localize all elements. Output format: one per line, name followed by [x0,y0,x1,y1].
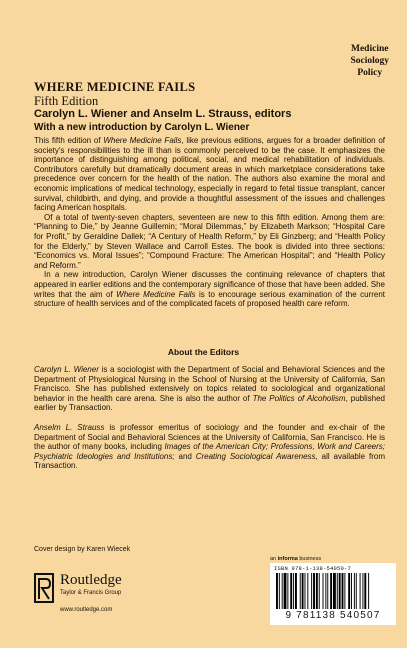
barcode-bar [325,573,326,609]
barcode-bar [300,573,301,609]
barcode-bar [284,573,287,609]
barcode-bar [302,573,304,609]
informa-suffix: business [297,556,322,562]
paragraph [34,423,385,471]
barcode-bar [293,573,294,609]
text-run: Anselm L. Strauss [34,422,105,432]
text-run: is professor emeritus of sociology and the founder and ex-chair of the Department of Social and Behavioral Sciences at the University of California, San Francisco. He is the author of many books, including [34,422,385,452]
barcode-bar [330,573,332,609]
barcode-bar [354,573,355,609]
text-run: , like previous editions, argues for a broader definition of society's responsibilities to the ill than is commonly perceived to be the case. It emphasizes the importance of distinguishing among political, social, and medical rehabilitation of individuals. Contributors carefully but dramatically document areas in which marketplace considerations take precedence over concern for the health of the nation. The authors also examine the moral and economic implications of medical technology, especially in regard to fetal tissue transplant, cancer survival, childbirth, and dying, and provide a thoughtful assessment of the issues and challenges facing American hospitals. [34,136,385,213]
cover-design-credit: Cover design by Karen Wiecek [34,546,131,553]
barcode-bar [279,573,280,609]
barcode-bar [327,573,328,609]
subject-category: Policy [357,68,383,78]
publisher-logo [34,570,234,620]
subject-categories [350,43,389,79]
paragraph [34,270,385,308]
barcode-bar [307,573,308,609]
informa-brand: informa [277,556,298,562]
barcode-bar [356,573,357,609]
barcode-bar [351,573,352,609]
publisher-group: Taylor & Francis Group [60,590,122,596]
subject-category: Medicine [351,44,389,54]
barcode-bar [339,573,341,609]
barcode-bar [364,573,366,609]
barcode-bar [311,573,312,609]
barcode-bar [348,573,350,609]
text-run: This fifth edition of [34,136,104,145]
description [34,136,385,309]
barcode-bar [333,573,336,609]
paragraph [34,213,385,271]
barcode-bar [342,573,344,609]
introduction-credit: With a new introduction by Carolyn L. Wiener [34,122,250,133]
barcode-bar [360,573,361,609]
routledge-logo-icon [34,573,56,603]
barcode-bar [319,573,320,609]
barcode-bar [290,573,292,609]
publisher-name: Routledge [60,572,122,588]
text-run: , published earlier by Transaction. [34,393,385,413]
barcode-bar [368,573,369,609]
barcode-bar [316,573,318,609]
barcode-bar [313,573,315,609]
barcode-bar [295,573,297,609]
text-run: Creating Sociological Awareness [195,451,316,461]
publisher-url: www.routledge.com [60,607,113,613]
about-editors-heading: About the Editors [167,347,240,357]
informa-business-tag [270,556,321,562]
barcode-bar [323,573,324,609]
edition: Fifth Edition [34,94,99,108]
barcode-bar [282,573,283,609]
paragraph [34,365,385,413]
barcode-bar [305,573,306,609]
barcode-block [270,563,396,625]
text-run: Of a total of twenty-seven chapters, seventeen are new to this fifth edition. Among them are: “Planning to Die,” by Jeanne Guillemin; “Moral Dilemmas,” by Elizabeth Markson; “Hospital Care for Profit,” by Geraldine Dallek; “A Century of Health Reform,” by Eli Ginzberg; and “Health Policy for the Elderly,” by Steven Wallace and Carroll Estes. The book is divided into three sections: “Economics vs. Moral Issues”; “Compound Fracture: The American Hospital”; and “Health Policy and Reform.” [34,212,385,270]
text-run: is a sociologist with the Department of Social and Behavioral Sciences and the Department of Physiological Nursing in the School of Nursing at the University of California, San Francisco. She has published extensively on topics related to sociological and organizational behavior in the health care arena. She is also the author of [34,365,386,403]
text-run: Carolyn L. Wiener [34,365,99,374]
text-run: In a new introduction, Carolyn Wiener discusses the continuing relevance of chapters that appeared in earlier editions and the contemporary significance of those that have been added. She writes that the aim of [34,270,385,299]
informa-prefix: an [270,556,278,562]
paragraph [34,136,385,213]
barcode-icon [274,573,392,609]
barcode-bar [344,573,345,609]
text-run: and [174,451,196,461]
barcode-bar [337,573,338,609]
text-run: The Politics of Alcoholism [252,393,346,403]
text-run: Where Medicine Fails [103,136,182,145]
subject-category: Sociology [350,56,389,66]
isbn-label: ISBN 978-1-138-54050-7 [274,565,352,572]
book-title: WHERE MEDICINE FAILS [34,80,196,94]
text-run: is to encourage serious examination of the current structure of health services and of the complicated facets of proposed health care reform. [34,289,386,309]
text-run: , all available from Transaction. [34,451,385,471]
text-run: Where Medicine Fails [116,289,196,299]
barcode-digits: 9 781138 540507 [285,610,381,621]
barcode-bar [287,573,288,609]
about-editors [34,365,385,481]
editors: Carolyn L. Wiener and Anselm L. Strauss, editors [34,108,292,120]
barcode-bar [362,573,363,609]
text-run: Images of the American City; Professions, Work and Careers; Psychiatric Ideologies and Institutions; [34,442,385,461]
barcode-bar [276,573,278,609]
